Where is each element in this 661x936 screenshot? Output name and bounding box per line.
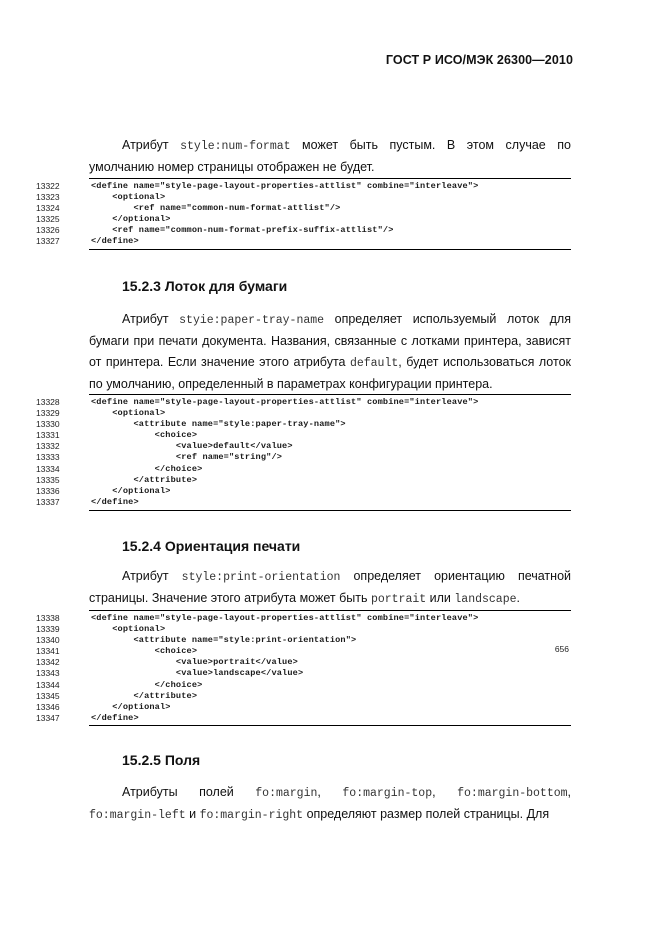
inline-code: stуie:paper-tray-name	[179, 314, 325, 327]
page-number: 656	[554, 644, 569, 654]
code-text: </choice>	[91, 679, 203, 690]
inline-code: portrait	[370, 593, 427, 606]
line-number: 13339	[36, 624, 60, 635]
line-number: 13331	[36, 430, 60, 441]
code-line	[36, 203, 576, 214]
code-text: <value>landscape</value>	[91, 668, 304, 679]
code-line	[36, 668, 576, 679]
line-number: 13326	[36, 225, 60, 236]
line-number: 13325	[36, 214, 60, 225]
code-text: <optional>	[91, 408, 166, 419]
code-line	[36, 646, 576, 657]
line-number: 13347	[36, 712, 60, 723]
line-number: 13329	[36, 408, 60, 419]
line-number: 13346	[36, 701, 60, 712]
code-block-3	[36, 613, 576, 724]
line-number: 13338	[36, 613, 60, 623]
code-line	[36, 225, 576, 236]
inline-code: style:num-format	[180, 140, 291, 153]
code-rule-bottom	[89, 510, 571, 511]
inline-code: fo:margin	[255, 787, 318, 800]
code-text: <ref name="common-num-format-prefix-suffix-attlist"/>	[91, 225, 394, 236]
line-number: 13327	[36, 236, 60, 247]
code-rule-bottom	[89, 725, 571, 726]
code-line	[36, 181, 576, 192]
inline-code: fo:margin-bottom	[457, 787, 568, 800]
code-line	[36, 419, 576, 430]
code-line	[36, 702, 576, 713]
code-text: </optional>	[91, 701, 171, 712]
code-line	[36, 192, 576, 203]
code-text: </define>	[91, 496, 139, 507]
code-line	[36, 397, 576, 408]
code-rule-bottom	[89, 249, 571, 250]
line-number: 13345	[36, 690, 60, 701]
line-number: 13322	[36, 181, 60, 191]
inline-code: landscape	[454, 593, 517, 606]
code-text: <value>default</value>	[91, 441, 293, 452]
code-line	[36, 441, 576, 452]
code-line	[36, 452, 576, 463]
code-text: <attribute name="style:paper-tray-name">	[91, 419, 346, 430]
code-text: <choice>	[91, 646, 198, 657]
code-rule-top	[89, 610, 571, 611]
code-line	[36, 475, 576, 486]
code-line	[36, 613, 576, 624]
code-text: </attribute>	[91, 690, 198, 701]
section-heading-15-2-4: 15.2.4 Ориентация печати	[122, 538, 301, 554]
paragraph-num-format: Атрибут style:num-format может быть пустым. В этом случае по умолчанию номер страницы отображен не будет.	[89, 138, 571, 174]
line-number: 13337	[36, 496, 60, 507]
inline-code: style:print-orientation	[181, 571, 341, 584]
code-line	[36, 236, 576, 247]
section-heading-15-2-5: 15.2.5 Поля	[122, 752, 201, 768]
code-line	[36, 657, 576, 668]
code-line	[36, 624, 576, 635]
code-text: <attribute name="style:print-orientation">	[91, 635, 357, 646]
code-text: <define name="style-page-layout-properties-attlist" combine="interleave">	[91, 397, 479, 407]
code-line	[36, 486, 576, 497]
code-block-2	[36, 397, 576, 508]
code-block-1	[36, 181, 576, 248]
code-text: <ref name="string"/>	[91, 452, 283, 463]
code-text: </define>	[91, 712, 139, 723]
code-text: <optional>	[91, 624, 166, 635]
code-line	[36, 635, 576, 646]
code-line	[36, 214, 576, 225]
inline-code: default	[349, 357, 399, 370]
code-text: </define>	[91, 236, 139, 247]
code-text: <value>portrait</value>	[91, 657, 298, 668]
line-number: 13324	[36, 203, 60, 214]
section-heading-15-2-3: 15.2.3 Лоток для бумаги	[122, 278, 288, 294]
code-text: <define name="style-page-layout-properties-attlist" combine="interleave">	[91, 181, 479, 191]
line-number: 13335	[36, 474, 60, 485]
inline-code: fo:margin-top	[342, 787, 433, 800]
code-text: </optional>	[91, 485, 171, 496]
code-line	[36, 680, 576, 691]
code-line	[36, 430, 576, 441]
line-number: 13336	[36, 485, 60, 496]
code-text: <optional>	[91, 192, 166, 203]
inline-code: fo:margin-right	[199, 809, 304, 822]
code-text: </choice>	[91, 463, 203, 474]
code-line	[36, 713, 576, 724]
paragraph-print-orientation: Атрибут style:print-orientation определяет ориентацию печатной страницы. Значение этого атрибута может быть portrait или landscape.	[89, 569, 571, 606]
code-text: <choice>	[91, 430, 198, 441]
paragraph-margins: Атрибуты полей fo:margin, fo:margin-top, fo:margin-bottom, fo:margin-left и fo:margin-right определяют размер полей страницы. Для	[89, 785, 572, 822]
line-number: 13333	[36, 452, 60, 463]
line-number: 13323	[36, 192, 60, 203]
code-line	[36, 464, 576, 475]
line-number: 13328	[36, 397, 60, 407]
code-line	[36, 408, 576, 419]
code-text: </attribute>	[91, 474, 198, 485]
paragraph-paper-tray: Атрибут stуie:paper-tray-name определяет используемый лоток для бумаги при печати документа. Названия, связанные с лотками принтера, зависят от принтера. Если значение этого атрибута default, будет использоваться лоток по умолчанию, определенный в параметрах конфигурации принтера.	[89, 312, 571, 391]
code-text: </optional>	[91, 214, 171, 225]
code-line	[36, 497, 576, 508]
code-text: <define name="style-page-layout-properties-attlist" combine="interleave">	[91, 613, 479, 623]
line-number: 13341	[36, 646, 60, 657]
line-number: 13330	[36, 419, 60, 430]
inline-code: fo:margin-left	[89, 809, 186, 822]
line-number: 13334	[36, 463, 60, 474]
document-header: ГОСТ Р ИСО/МЭК 26300—2010	[385, 53, 573, 67]
code-rule-top	[89, 394, 571, 395]
line-number: 13342	[36, 657, 60, 668]
code-rule-top	[89, 178, 571, 179]
line-number: 13343	[36, 668, 60, 679]
line-number: 13340	[36, 635, 60, 646]
code-line	[36, 691, 576, 702]
line-number: 13344	[36, 679, 60, 690]
code-text: <ref name="common-num-format-attlist"/>	[91, 203, 341, 214]
line-number: 13332	[36, 441, 60, 452]
